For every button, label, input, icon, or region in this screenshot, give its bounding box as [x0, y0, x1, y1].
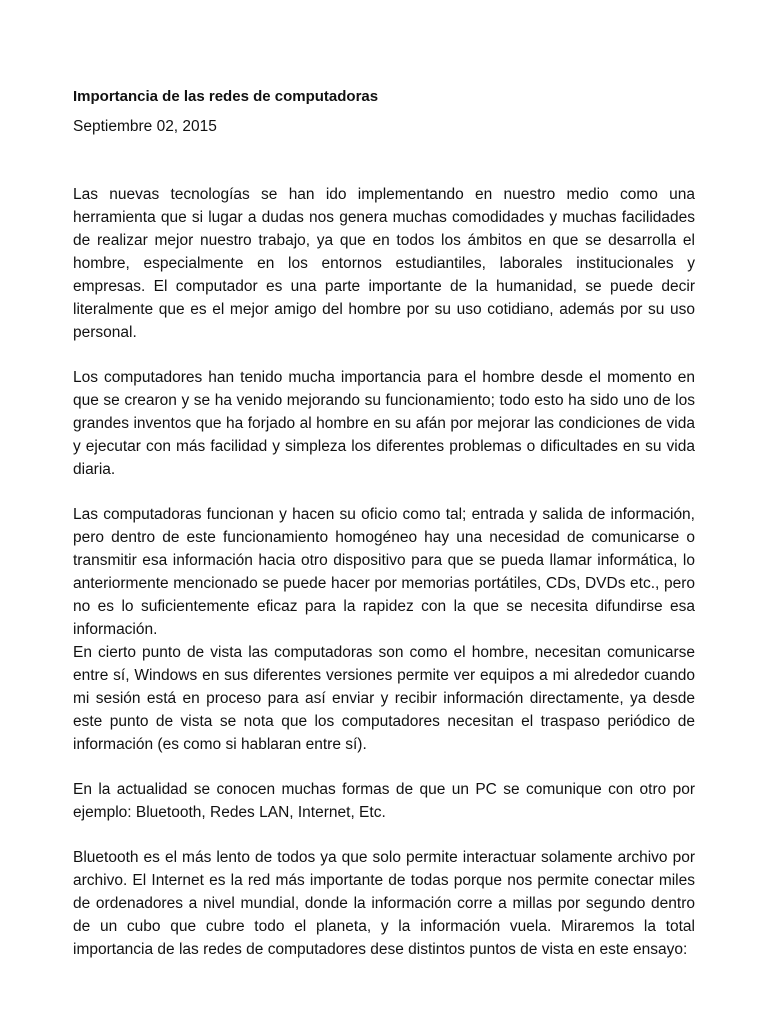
document-title: Importancia de las redes de computadoras	[73, 88, 379, 105]
paragraph: En la actualidad se conocen muchas formas de que un PC se comunique con otro por ejemplo: Bluetooth, Redes LAN, Internet, Etc.	[73, 781, 695, 821]
paragraph: Las computadoras funcionan y hacen su oficio como tal; entrada y salida de información, pero dentro de este funcionamiento homogéneo hay una necesidad de comunicarse o transmitir esa información hacia otro dispositivo para que se pueda llamar informática, lo anteriormente mencionado se puede hacer por memorias portátiles, CDs, DVDs etc., pero no es lo suficientemente eficaz para la rapidez con la que se necesita difundirse esa información.	[73, 506, 695, 638]
paragraph: Las nuevas tecnologías se han ido implementando en nuestro medio como una herramienta que si lugar a dudas nos genera muchas comodidades y muchas facilidades de realizar mejor nuestro trabajo, ya que en todos los ámbitos en que se desarrolla el hombre, especialmente en los entornos estudiantiles, laborales institucionales y empresas. El computador es una parte importante de la humanidad, se puede decir literalmente que es el mejor amigo del hombre por su uso cotidiano, además por su uso personal.	[73, 186, 695, 341]
paragraph: Bluetooth es el más lento de todos ya que solo permite interactuar solamente archivo por archivo. El Internet es la red más importante de todas porque nos permite conectar miles de ordenadores a nivel mundial, donde la información corre a millas por segundo dentro de un cubo que cubre todo el planeta, y la información vuela. Miraremos la total importancia de las redes de computadores dese distintos puntos de vista en este ensayo:	[73, 849, 695, 958]
document-body	[73, 183, 695, 961]
paragraph: En cierto punto de vista las computadoras son como el hombre, necesitan comunicarse entre sí, Windows en sus diferentes versiones permite ver equipos a mi alrededor cuando mi sesión está en proceso para así enviar y recibir información directamente, ya desde este punto de vista se nota que los computadores necesitan el traspaso periódico de información (es como si hablaran entre sí).	[73, 644, 695, 753]
paragraph: Los computadores han tenido mucha importancia para el hombre desde el momento en que se crearon y se ha venido mejorando su funcionamiento; todo esto ha sido uno de los grandes inventos que ha forjado al hombre en su afán por mejorar las condiciones de vida y ejecutar con más facilidad y simpleza los diferentes problemas o dificultades en su vida diaria.	[73, 369, 695, 478]
document-date: Septiembre 02, 2015	[73, 118, 217, 135]
